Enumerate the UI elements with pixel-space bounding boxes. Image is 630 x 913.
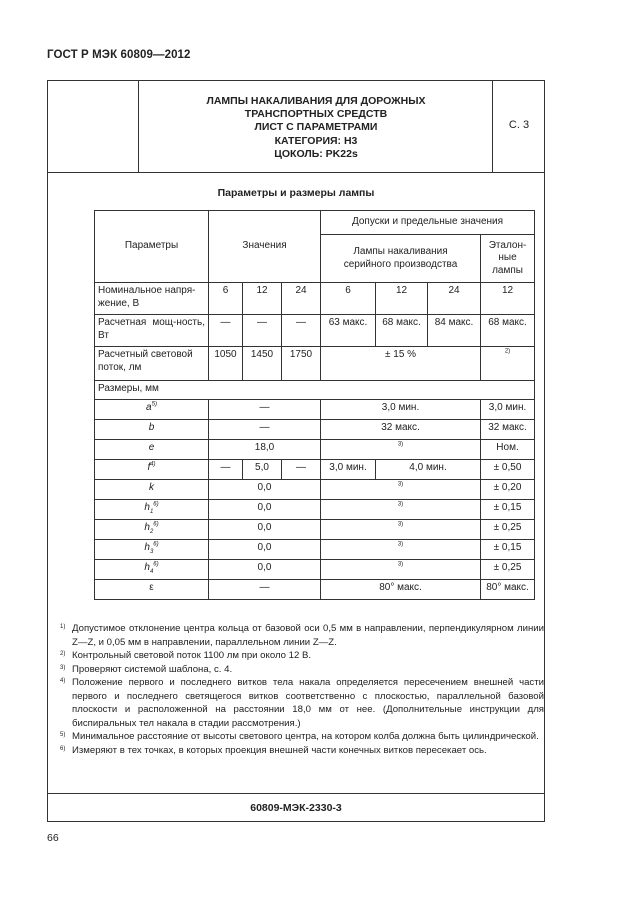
- cell: 0,0: [209, 480, 321, 500]
- cell: 24: [282, 283, 321, 315]
- table-row: [95, 315, 535, 347]
- footnote-ref: 2): [504, 348, 511, 355]
- cell: ± 0,25: [481, 520, 535, 540]
- sheet-number: С. 3: [508, 119, 530, 131]
- table-row: [95, 381, 535, 400]
- cell: 3,0 мин.: [321, 460, 376, 480]
- cell: ± 15 %: [321, 347, 481, 381]
- standard-header: ГОСТ Р МЭК 60809—2012: [47, 49, 191, 61]
- header-serial: Лампы накаливания серийного производства: [321, 235, 481, 283]
- symbol-cell: $h_1^{6)}$: [95, 500, 209, 520]
- table-row: [95, 480, 535, 500]
- symbol-cell: e: [95, 440, 209, 460]
- footnote: 2) Контрольный световой поток 1100 лм при около 12 В.: [60, 650, 312, 661]
- table-row: [95, 420, 535, 440]
- divider: [48, 172, 544, 173]
- cell: 3): [321, 520, 481, 540]
- cell: 18,0: [209, 440, 321, 460]
- table-row: [95, 460, 535, 480]
- cell: —: [209, 315, 243, 347]
- symbol-cell: $h_4^{6)}$: [95, 560, 209, 580]
- cell: 0,0: [209, 540, 321, 560]
- cell: 80° макс.: [481, 580, 535, 600]
- symbol-cell: $a^{5)}$: [95, 400, 209, 420]
- symbol-cell: ε: [95, 580, 209, 600]
- cell: 1750: [282, 347, 321, 381]
- table-row: [95, 400, 535, 420]
- cell: 6: [209, 283, 243, 315]
- cell: 1450: [243, 347, 282, 381]
- footnote: 6) Измеряют в тех точках, в которых проекция внешней части конечных витков пересекает ось.: [60, 744, 487, 756]
- symbol-cell: $h_3^{6)}$: [95, 540, 209, 560]
- cell: ± 0,15: [481, 540, 535, 560]
- cell: 12: [243, 283, 282, 315]
- cell: —: [209, 460, 243, 480]
- row-label: Расчетная мощ-ность, Вт: [95, 315, 209, 347]
- cell: [481, 347, 535, 381]
- page-number: 66: [47, 832, 59, 844]
- table-row: [95, 580, 535, 600]
- table-row: [95, 560, 535, 580]
- cell: 3): [321, 440, 481, 460]
- cell: 1050: [209, 347, 243, 381]
- title-line: ТРАНСПОРТНЫХ СРЕДСТВ: [244, 108, 388, 121]
- cell: 24: [428, 283, 481, 315]
- cell: ± 0,15: [481, 500, 535, 520]
- cell: 32 макс.: [481, 420, 535, 440]
- symbol-cell: $f^{4)}$: [95, 460, 209, 480]
- cell: 5,0: [243, 460, 282, 480]
- cell: ± 0,20: [481, 480, 535, 500]
- cell: ± 0,25: [481, 560, 535, 580]
- title-line: ЛИСТ С ПАРАМЕТРАМИ: [254, 121, 378, 134]
- cell: 3): [321, 500, 481, 520]
- cell: 68 макс.: [376, 315, 428, 347]
- cell: —: [282, 315, 321, 347]
- title-line: ЦОКОЛЬ: PK22s: [274, 147, 358, 160]
- table-row: [95, 520, 535, 540]
- row-label: Расчетный световой поток, лм: [95, 347, 209, 381]
- header-tolerances: Допуски и предельные значения: [321, 211, 535, 235]
- cell: 12: [376, 283, 428, 315]
- cell: 32 макс.: [321, 420, 481, 440]
- footnote: 3) Проверяют системой шаблона, с. 4.: [60, 663, 233, 675]
- sheet-code: 60809-МЭК-2330-3: [250, 802, 342, 814]
- footnote: 4) Положение первого и последнего витков тела накала определяется пересечением внешней части первого и последнего светящегося витков соответственно с плоскостью, параллельной базовой плоскости и расположенной на расстоянии 18,0 мм от нее. (Дополнительные инструкции для биспиральных тел накала в стадии рассмотрения.): [60, 677, 544, 729]
- divider: [48, 793, 544, 794]
- cell: 0,0: [209, 520, 321, 540]
- cell: 0,0: [209, 560, 321, 580]
- parameters-table: [94, 210, 535, 600]
- cell: —: [209, 420, 321, 440]
- cell: 4,0 мин.: [376, 460, 481, 480]
- header-values: Значения: [209, 211, 321, 283]
- cell: ± 0,50: [481, 460, 535, 480]
- cell: 3): [321, 540, 481, 560]
- footnote: 1) Допустимое отклонение центра кольца от базовой оси 0,5 мм в направлении, перпендикулярном линии Z—Z, и 0,05 мм в направлении, параллельном линии Z—Z.: [60, 623, 544, 648]
- symbol-cell: b: [95, 420, 209, 440]
- cell: 12: [481, 283, 535, 315]
- cell: 3): [321, 480, 481, 500]
- table-row: [95, 347, 535, 381]
- header-reference: Эталон-ные лампы: [481, 235, 535, 283]
- cell: 63 макс.: [321, 315, 376, 347]
- symbol-cell: $h_2^{6)}$: [95, 520, 209, 540]
- cell: —: [282, 460, 321, 480]
- cell: 6: [321, 283, 376, 315]
- cell: —: [243, 315, 282, 347]
- cell: 3,0 мин.: [481, 400, 535, 420]
- footnotes: [60, 622, 544, 757]
- table-caption: Параметры и размеры лампы: [217, 187, 375, 199]
- cell: 3,0 мин.: [321, 400, 481, 420]
- table-row: [95, 283, 535, 315]
- row-label: Размеры, мм: [95, 381, 535, 400]
- cell: 84 макс.: [428, 315, 481, 347]
- symbol-cell: k: [95, 480, 209, 500]
- sheet-title: [140, 95, 492, 161]
- title-line: КАТЕГОРИЯ: H3: [274, 134, 358, 147]
- cell: Ном.: [481, 440, 535, 460]
- cell: 80° макс.: [321, 580, 481, 600]
- divider: [138, 81, 139, 172]
- cell: —: [209, 400, 321, 420]
- table-row: [95, 500, 535, 520]
- cell: 3): [321, 560, 481, 580]
- cell: 0,0: [209, 500, 321, 520]
- row-label: Номинальное напря-жение, В: [95, 283, 209, 315]
- table-row: [95, 540, 535, 560]
- table-row: [95, 440, 535, 460]
- title-line: ЛАМПЫ НАКАЛИВАНИЯ ДЛЯ ДОРОЖНЫХ: [206, 95, 426, 107]
- footnote: 5) Минимальное расстояние от высоты светового центра, на котором колба должна быть цилиндрической.: [60, 731, 539, 742]
- cell: 68 макс.: [481, 315, 535, 347]
- cell: —: [209, 580, 321, 600]
- header-params: Параметры: [95, 211, 209, 283]
